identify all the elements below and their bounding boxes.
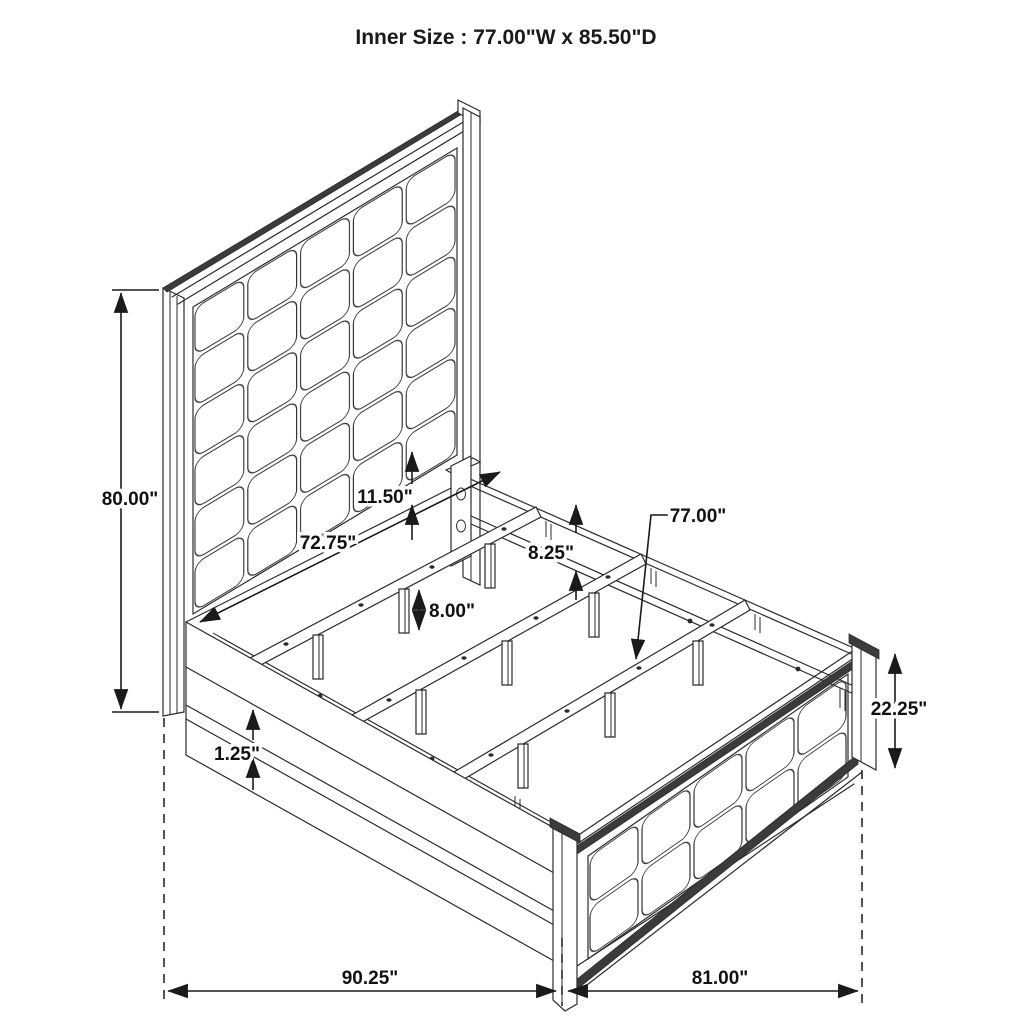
slat-leg bbox=[605, 693, 615, 737]
dim-label-2225: 22.25" bbox=[870, 699, 928, 720]
slat-leg bbox=[502, 641, 512, 685]
dim-footboard-height bbox=[871, 654, 928, 768]
dim-label-825: 8.25" bbox=[528, 543, 574, 564]
dim-overall-width bbox=[568, 968, 858, 991]
diagram-title: Inner Size : 77.00"W x 85.50"D bbox=[355, 26, 657, 49]
footboard-left-post bbox=[553, 824, 577, 1011]
dim-leg-height bbox=[419, 590, 475, 630]
slat-leg bbox=[313, 635, 323, 679]
slat-leg bbox=[399, 589, 409, 633]
dim-label-7700: 77.00" bbox=[669, 506, 727, 527]
dim-label-800: 8.00" bbox=[429, 601, 475, 622]
slat-leg bbox=[693, 641, 703, 685]
slat-leg bbox=[485, 544, 495, 588]
dim-slat-width bbox=[636, 506, 726, 659]
dim-label-1150: 11.50" bbox=[357, 487, 413, 508]
dim-label-7275: 72.75" bbox=[299, 533, 357, 554]
headboard-left-post bbox=[163, 288, 184, 716]
slat-leg bbox=[416, 690, 426, 734]
dim-label-125: 1.25" bbox=[214, 744, 260, 765]
dim-label-8100: 81.00" bbox=[691, 968, 749, 989]
dim-overall-depth bbox=[168, 968, 556, 991]
slat-leg bbox=[589, 593, 599, 637]
dim-label-80: 80.00" bbox=[101, 489, 159, 510]
dim-headboard-height bbox=[102, 290, 159, 712]
dim-label-9025: 90.25" bbox=[341, 968, 399, 989]
slat-leg bbox=[518, 744, 528, 788]
